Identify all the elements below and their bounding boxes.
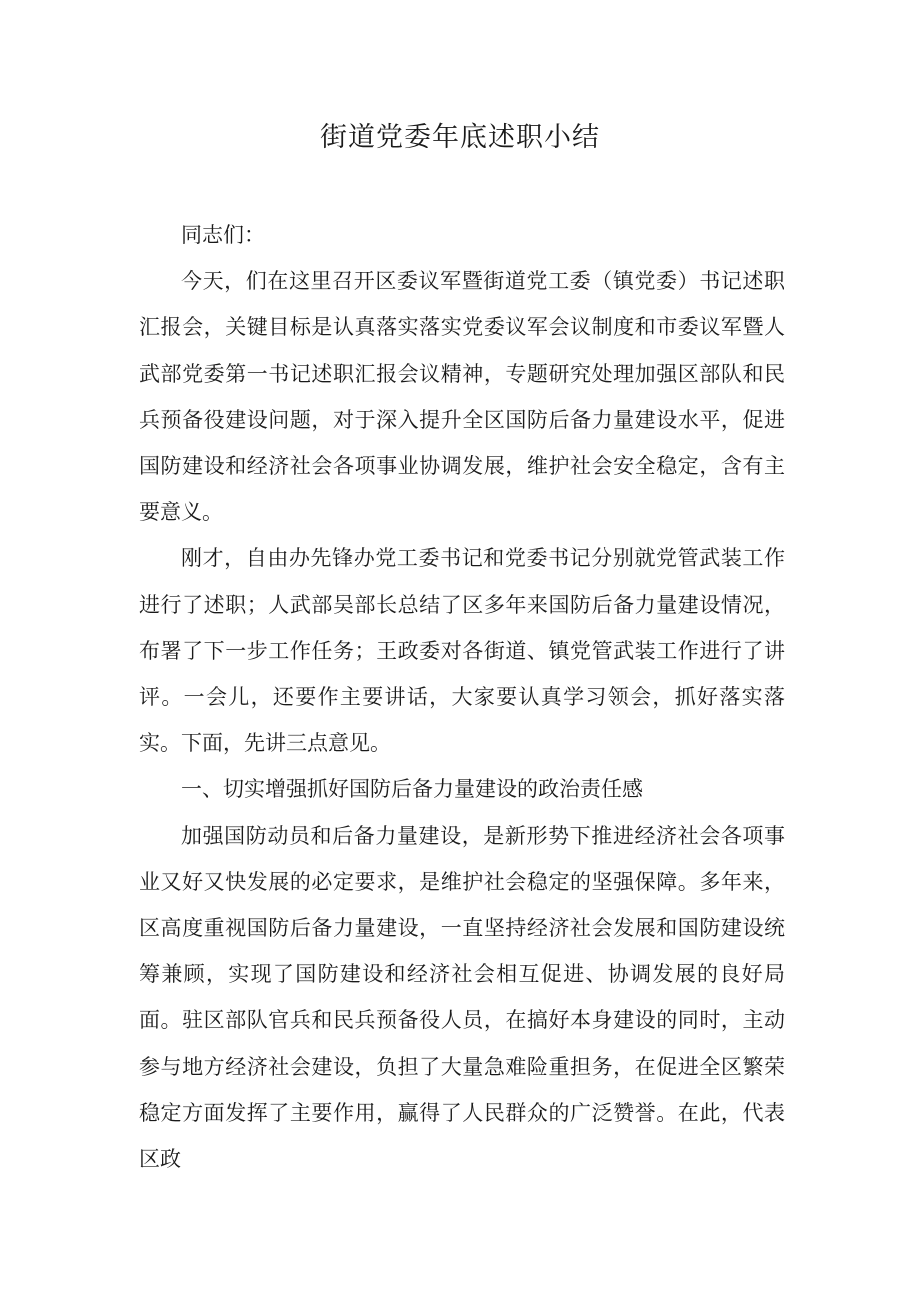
document-body [139,212,785,1182]
salutation: 同志们： [181,223,265,247]
section-heading-1: 一、切实增强抓好国防后备力量建设的政治责任感 [181,777,643,802]
paragraph-opening: 今天，们在这里召开区委议军暨街道党工委（镇党委）书记述职汇报会，关键目标是认真落实落实党委议军会议制度和市委议军暨人武部党委第一书记述职汇报会议精神，专题研究处理加强区部队和民兵预备役建设问题，对于深入提升全区国防后备力量建设水平，促进国防建设和经济社会各项事业协调发展，维护社会安全稳定，含有主要意义。 [139,269,785,525]
document-title: 街道党委年底述职小结 [320,122,600,153]
paragraph-review: 刚才，自由办先锋办党工委书记和党委书记分别就党管武装工作进行了述职；人武部吴部长总结了区多年来国防后备力量建设情况，布署了下一步工作任务；王政委对各街道、镇党管武装工作进行了讲评。一会儿，还要作主要讲话，大家要认真学习领会，抓好落实落实。下面，先讲三点意见。 [139,546,785,756]
paragraph-section-1: 加强国防动员和后备力量建设，是新形势下推进经济社会各项事业又好又快发展的必定要求，是维护社会稳定的坚强保障。多年来，区高度重视国防后备力量建设，一直坚持经济社会发展和国防建设统筹兼顾，实现了国防建设和经济社会相互促进、协调发展的良好局面。驻区部队官兵和民兵预备役人员，在搞好本身建设的同时，主动参与地方经济社会建设，负担了大量急难险重担务，在促进全区繁荣稳定方面发挥了主要作用，赢得了人民群众的广泛赞誉。在此，代表区政 [139,823,785,1172]
